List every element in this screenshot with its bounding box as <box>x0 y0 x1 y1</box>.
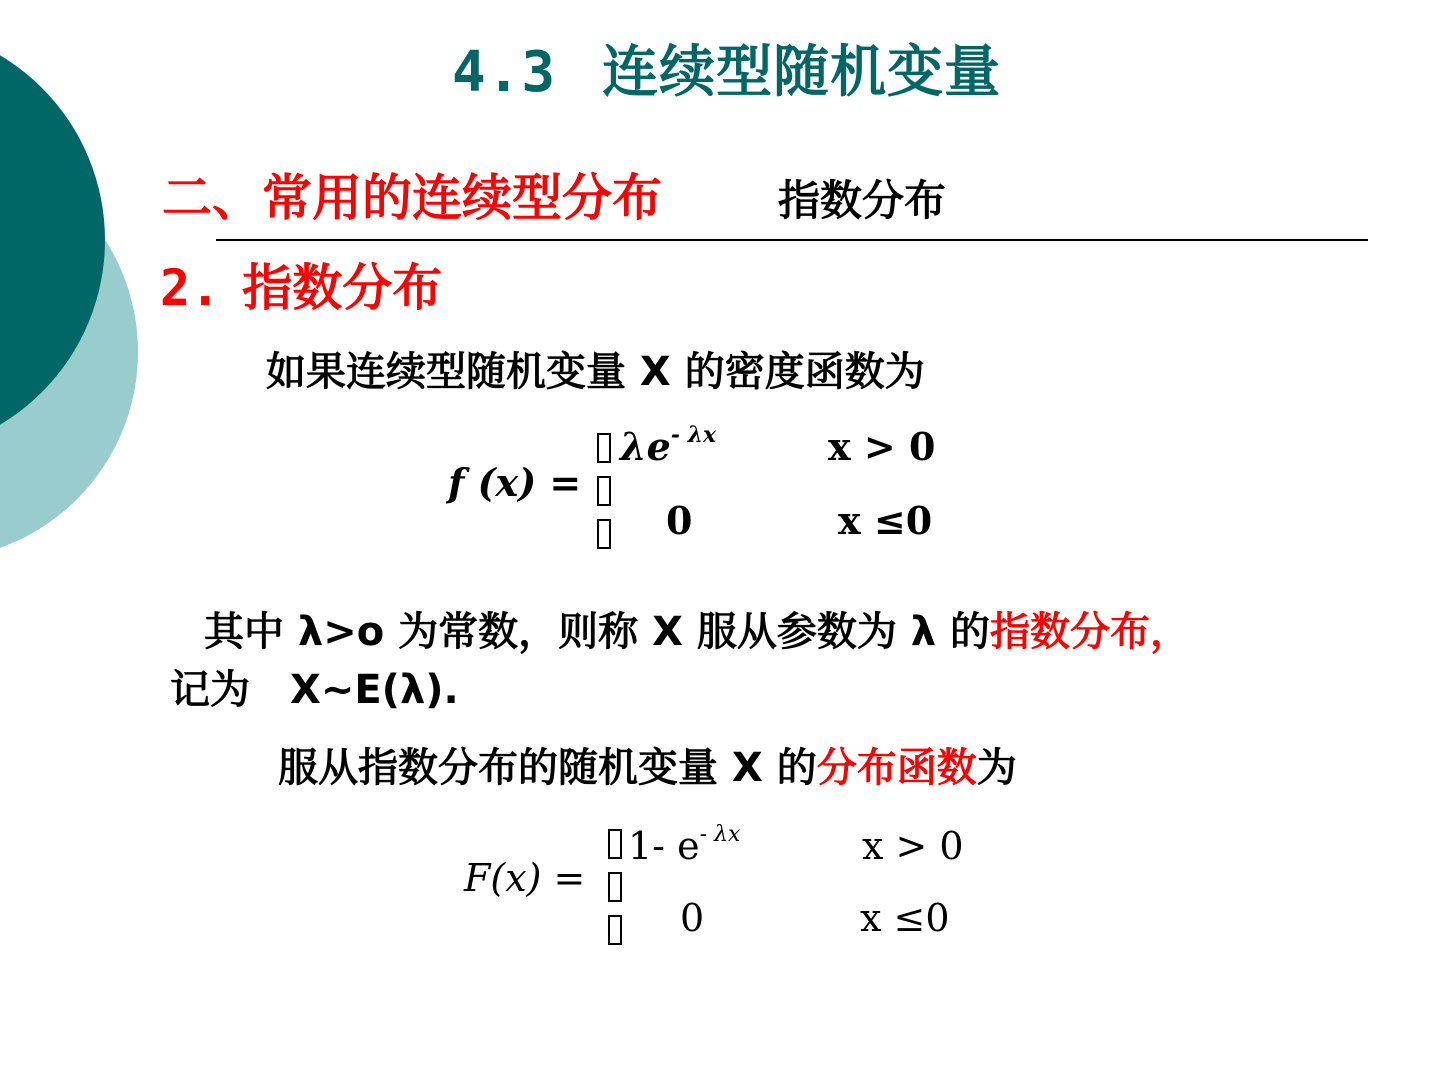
title-text: 连续型随机变量 <box>602 40 1002 105</box>
cdf-case2-cond: x ≤0 <box>860 896 950 940</box>
divider-line <box>216 239 1368 241</box>
highlight-cdf: 分布函数 <box>816 745 977 791</box>
definition-line1: 其中 λ>o 为常数，则称 X 服从参数为 λ 的指数分布， <box>204 609 1191 655</box>
brace-bot-glyph <box>597 519 611 549</box>
cdf-brace-mid-glyph <box>608 872 622 902</box>
highlight-exponential: 指数分布， <box>990 609 1191 655</box>
slide-title <box>452 28 1001 108</box>
cdf-lhs: F(x) = <box>464 856 586 900</box>
definition-line2: 记为 X~E(λ). <box>170 667 459 713</box>
pdf-case1-expr: $\lambda e^{- \lambda x}$ <box>620 422 717 469</box>
pdf-case2-cond: x ≤0 <box>838 498 933 543</box>
pdf-case1-cond: x > 0 <box>828 424 936 469</box>
cdf-case1-expr: 1- $e^{- \lambda x}$ <box>628 822 741 868</box>
cdf-case2-expr: 0 <box>680 896 705 940</box>
decorative-circles <box>0 0 160 600</box>
brace-top-glyph <box>597 433 611 463</box>
section-note: 指数分布 <box>778 176 947 225</box>
subsection-heading <box>160 248 442 320</box>
cdf-intro-text: 服从指数分布的随机变量 X 的分布函数为 <box>278 745 1017 791</box>
section-heading: 二、常用的连续型分布 <box>162 169 662 227</box>
title-number: 4.3 <box>452 40 557 105</box>
pdf-lhs: f (x) = <box>448 460 582 505</box>
intro-text: 如果连续型随机变量 X 的密度函数为 <box>266 349 925 395</box>
brace-mid-glyph <box>597 476 611 506</box>
subsection-title: 指数分布 <box>242 259 443 317</box>
cdf-brace-top-glyph <box>608 829 622 859</box>
subsection-number: 2. <box>160 259 221 317</box>
cdf-brace-bot-glyph <box>608 915 622 945</box>
cdf-case1-cond: x > 0 <box>862 824 964 868</box>
pdf-case2-expr: 0 <box>666 498 693 543</box>
